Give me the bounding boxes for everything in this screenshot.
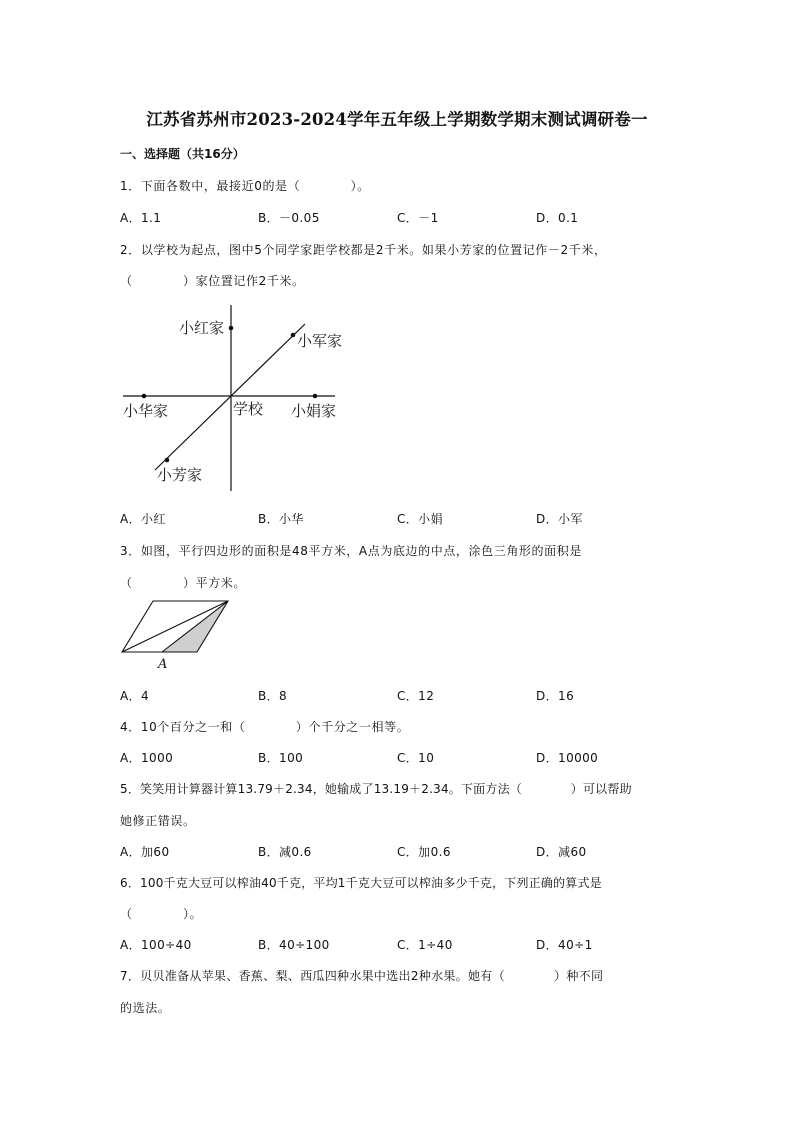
question-7-line2: 的选法。 [120, 1001, 171, 1015]
school-label: 学校 [233, 400, 264, 418]
xiaofang-point [165, 458, 170, 463]
xiaohong-label: 小红家 [179, 319, 225, 337]
q4-option-d[interactable]: D．10000 [536, 751, 599, 765]
location-diagram [115, 300, 355, 500]
question-3-line1: 3．如图，平行四边形的面积是48平方米，A点为底边的中点，涂色三角形的面积是 [120, 544, 582, 558]
xiaohong-point [229, 326, 234, 331]
q6-option-b[interactable]: B．40÷100 [258, 938, 330, 952]
question-6-line2: （ ）。 [120, 907, 203, 921]
q4-option-c[interactable]: C．10 [397, 751, 435, 765]
q5-option-d[interactable]: D．减60 [536, 845, 587, 859]
page-title: 江苏省苏州市2023-2024学年五年级上学期数学期末测试调研卷一 [146, 110, 648, 129]
q5-option-a[interactable]: A．加60 [120, 845, 170, 859]
diagonal-axis [155, 324, 305, 470]
q3-option-b[interactable]: B．8 [258, 689, 288, 703]
question-6-line1: 6．100千克大豆可以榨油40千克，平均1千克大豆可以榨油多少千克，下列正确的算式是 [120, 876, 602, 890]
question-1-text: 1．下面各数中，最接近0的是（ ）。 [120, 179, 370, 193]
question-5-line2: 她修正错误。 [120, 814, 196, 828]
q4-option-a[interactable]: A．1000 [120, 751, 174, 765]
question-2-line1: 2．以学校为起点，图中5个同学家距学校都是2千米。如果小芳家的位置记作－2千米， [120, 243, 607, 257]
q4-option-b[interactable]: B．100 [258, 751, 304, 765]
xiaojuan-point [313, 394, 318, 399]
q3-option-d[interactable]: D．16 [536, 689, 575, 703]
xiaofang-label: 小芳家 [157, 466, 203, 484]
xiaojun-label: 小军家 [297, 332, 343, 350]
q1-option-b[interactable]: B．－0.05 [258, 211, 320, 225]
q5-option-b[interactable]: B．减0.6 [258, 845, 312, 859]
xiaohua-label: 小华家 [123, 402, 169, 420]
q1-option-a[interactable]: A．1.1 [120, 211, 162, 225]
question-4-text: 4．10个百分之一和（ ）个千分之一相等。 [120, 720, 410, 734]
xiaojuan-label: 小娟家 [291, 402, 337, 420]
point-a-label: A [158, 657, 168, 672]
xiaohua-point [142, 394, 147, 399]
q2-option-d[interactable]: D．小军 [536, 512, 583, 526]
q6-option-c[interactable]: C．1÷40 [397, 938, 453, 952]
q1-option-d[interactable]: D．0.1 [536, 211, 579, 225]
q1-option-c[interactable]: C．－1 [397, 211, 439, 225]
q2-option-a[interactable]: A．小红 [120, 512, 166, 526]
q3-option-c[interactable]: C．12 [397, 689, 435, 703]
parallelogram-figure [118, 598, 238, 674]
question-2-line2: （ ）家位置记作2千米。 [120, 274, 305, 288]
q6-option-d[interactable]: D．40÷1 [536, 938, 593, 952]
q3-option-a[interactable]: A．4 [120, 689, 150, 703]
question-3-line2: （ ）平方米。 [120, 576, 247, 590]
xiaojun-point [291, 333, 296, 338]
question-7-line1: 7．贝贝准备从苹果、香蕉、梨、西瓜四种水果中选出2种水果。她有（ ）种不同 [120, 969, 604, 983]
q2-option-b[interactable]: B．小华 [258, 512, 304, 526]
q5-option-c[interactable]: C．加0.6 [397, 845, 451, 859]
question-5-line1: 5．笑笑用计算器计算13.79＋2.34，她输成了13.19＋2.34。下面方法（ ）可以帮助 [120, 782, 632, 796]
q6-option-a[interactable]: A．100÷40 [120, 938, 192, 952]
section-heading: 一、选择题（共16分） [120, 147, 245, 161]
q2-option-c[interactable]: C．小娟 [397, 512, 443, 526]
